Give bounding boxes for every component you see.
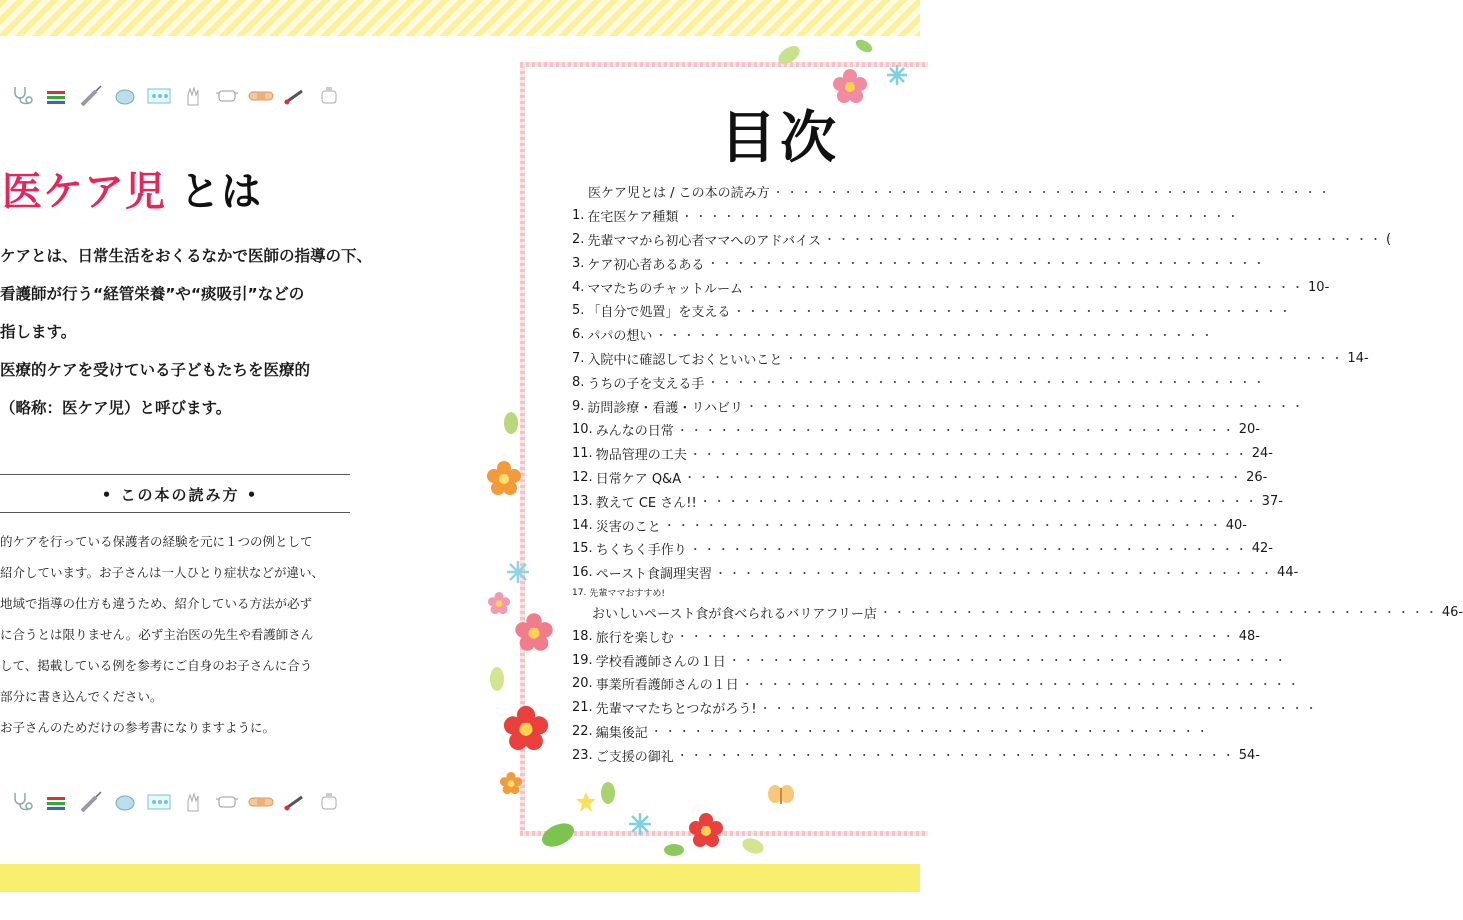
toc-entry[interactable] (572, 251, 1268, 275)
toc-entry-label: 旅行を楽しむ (595, 630, 674, 646)
toc-entry-page: 42- (1251, 541, 1273, 557)
toc-entry[interactable] (572, 585, 920, 601)
leaf-icon (774, 40, 804, 70)
leaf-icon (740, 834, 766, 858)
bandage-icon (248, 789, 274, 815)
ointment-icon (316, 83, 342, 109)
divider (0, 474, 350, 475)
toc-entry[interactable] (572, 513, 1247, 537)
pill-box-icon (146, 789, 172, 815)
toc-leader-dots: ・・・・・・・・・・・・・・・・・・・・・・・・・・・・・・・・・・・・・・・・ (728, 654, 1289, 668)
howto-heading: • この本の読み方 • (101, 486, 259, 504)
top-stripe (0, 0, 920, 36)
toc-entry[interactable] (572, 696, 1320, 720)
toc-entry[interactable] (572, 624, 1260, 648)
toc-leader-dots: ・・・・・・・・・・・・・・・・・・・・・・・・・・・・・・・・・・・・・・・・ (689, 447, 1250, 461)
toc-leader-dots: ・・・・・・・・・・・・・・・・・・・・・・・・・・・・・・・・・・・・・・・・ (759, 701, 1320, 715)
intro-line: 看護師が行う“経管栄養”や“痰吸引”などの (0, 285, 305, 303)
toc-entry[interactable] (572, 648, 1289, 672)
toc-leader-dots: ・・・・・・・・・・・・・・・・・・・・・・・・・・・・・・・・・・・・・・・・ (785, 352, 1346, 366)
toc-entry-page: 10- (1308, 279, 1330, 295)
toc-leader-dots: ・・・・・・・・・・・・・・・・・・・・・・・・・・・・・・・・・・・・・・・・ (707, 376, 1268, 390)
toc-entry-label: 入院中に確認しておくといいこと (587, 352, 783, 368)
toc-entry-label: おいしいペースト食が食べられるバリアフリー店 (592, 606, 877, 622)
toc-leader-dots: ・・・・・・・・・・・・・・・・・・・・・・・・・・・・・・・・・・・・・・・・ (689, 542, 1250, 556)
mask-icon (112, 789, 138, 815)
toc-entry[interactable] (572, 370, 1268, 394)
toc-entry-number: 17. (572, 587, 587, 598)
flower-icon (486, 590, 512, 616)
leaf-icon (538, 818, 578, 852)
toc-entry-number: 11. (572, 446, 593, 462)
howto-text (0, 532, 395, 749)
toc-entry-label: 訪問診療・看護・リハビリ (587, 400, 744, 416)
flower-icon (512, 610, 556, 654)
glove-icon (180, 789, 206, 815)
toc-entry[interactable] (572, 720, 1211, 744)
toc-entry[interactable] (572, 537, 1273, 561)
toc-leader-dots: ・・・・・・・・・・・・・・・・・・・・・・・・・・・・・・・・・・・・・・・・ (676, 423, 1237, 437)
toc-leader-dots: ・・・・・・・・・・・・・・・・・・・・・・・・・・・・・・・・・・・・・・・・ (746, 400, 1307, 414)
ointment-icon (316, 789, 342, 815)
toc-entry-label: ペースト食調理実習 (595, 567, 713, 583)
medical-icon-row-top (10, 80, 390, 112)
toc-entry-label: ママたちのチャットルーム (587, 281, 744, 297)
toc-entry-label: うちの子を支える手 (587, 376, 705, 392)
howto-line: 的ケアを行っている保護者の経験を元に１つの例として (0, 534, 313, 549)
pen-icon (44, 789, 70, 815)
toc-list (572, 180, 1463, 767)
title-rest: とは (180, 169, 262, 215)
toc-entry-label: 先輩ママたちとつながろう! (595, 702, 757, 718)
toc-entry-number: 12. (572, 469, 593, 485)
stethoscope-icon (10, 789, 36, 815)
leaf-icon (598, 780, 618, 806)
toc-entry[interactable] (572, 299, 1294, 323)
toc-title: 目次 (720, 106, 840, 171)
toc-leader-dots: ・・・・・・・・・・・・・・・・・・・・・・・・・・・・・・・・・・・・・・・・ (699, 495, 1260, 509)
face-mask-icon (214, 83, 240, 109)
toc-entry-page: 54- (1238, 747, 1260, 763)
toc-entry-label: 災害のこと (595, 519, 661, 535)
glove-icon (180, 83, 206, 109)
toc-entry-label: 事業所看護師さんの１日 (595, 678, 739, 694)
toc-leader-dots: ・・・・・・・・・・・・・・・・・・・・・・・・・・・・・・・・・・・・・・・・ (879, 606, 1440, 620)
toc-leader-dots: ・・・・・・・・・・・・・・・・・・・・・・・・・・・・・・・・・・・・・・・・ (663, 519, 1224, 533)
toc-entry[interactable] (572, 442, 1273, 466)
toc-entry[interactable] (572, 180, 1333, 204)
toc-entry-label: 先輩ママから初心者ママへのアドバイス (587, 233, 822, 249)
thermometer-icon (282, 789, 308, 815)
toc-entry-number: 22. (572, 723, 593, 739)
toc-entry[interactable] (572, 347, 1369, 371)
toc-leader-dots: ・・・・・・・・・・・・・・・・・・・・・・・・・・・・・・・・・・・・・・・・ (650, 725, 1211, 739)
toc-entry[interactable] (572, 323, 1216, 347)
toc-leader-dots: ・・・・・・・・・・・・・・・・・・・・・・・・・・・・・・・・・・・・・・・・ (772, 185, 1333, 199)
toc-leader-dots: ・・・・・・・・・・・・・・・・・・・・・・・・・・・・・・・・・・・・・・・・ (655, 328, 1216, 342)
toc-entry-label: パパの想い (587, 329, 653, 345)
medical-icon-row-bottom (10, 786, 390, 818)
toc-entry[interactable] (572, 672, 1302, 696)
toc-leader-dots: ・・・・・・・・・・・・・・・・・・・・・・・・・・・・・・・・・・・・・・・・ (681, 209, 1242, 223)
page-title (2, 160, 262, 217)
toc-entry-page: 46- (1441, 604, 1463, 620)
toc-leader-dots: ・・・・・・・・・・・・・・・・・・・・・・・・・・・・・・・・・・・・・・・・ (824, 233, 1385, 247)
toc-leader-dots: ・・・・・・・・・・・・・・・・・・・・・・・・・・・・・・・・・・・・・・・・ (684, 471, 1245, 485)
toc-leader-dots: ・・・・・・・・・・・・・・・・・・・・・・・・・・・・・・・・・・・・・・・・ (741, 677, 1302, 691)
toc-entry-page: 26- (1246, 469, 1268, 485)
toc-entry-page: 44- (1277, 565, 1299, 581)
snowflake-icon (506, 560, 530, 584)
bandage-icon (248, 83, 274, 109)
leaf-icon (500, 410, 522, 436)
toc-entry[interactable] (572, 228, 1392, 252)
toc-entry-label: 医ケア児とは / この本の読み方 (588, 186, 770, 202)
toc-entry[interactable] (572, 743, 1260, 767)
toc-entry-number: 15. (572, 541, 593, 557)
snowflake-icon (628, 812, 652, 836)
toc-entry-number: 3. (572, 255, 585, 271)
toc-entry-page: 14- (1347, 350, 1369, 366)
star-icon (574, 790, 598, 814)
flower-icon (686, 810, 726, 850)
divider (0, 512, 350, 513)
toc-entry-label: みんなの日常 (595, 424, 674, 440)
toc-entry[interactable] (572, 204, 1242, 228)
toc-entry-number: 19. (572, 652, 593, 668)
toc-entry-page: 48- (1238, 628, 1260, 644)
toc-entry-page: ( (1386, 231, 1392, 247)
toc-entry[interactable] (572, 466, 1268, 490)
title-highlight: 医ケア児 (2, 169, 166, 215)
toc-entry-number: 9. (572, 398, 585, 414)
toc-entry-number: 16. (572, 565, 593, 581)
toc-entry-number: 7. (572, 350, 585, 366)
toc-leader-dots: ・・・・・・・・・・・・・・・・・・・・・・・・・・・・・・・・・・・・・・・・ (746, 281, 1307, 295)
toc-entry-label: ちくちく手作り (595, 543, 687, 559)
howto-line: 紹介しています。お子さんは一人ひとり症状などが違い、 (0, 565, 325, 580)
toc-entry-label: 物品管理の工夫 (595, 448, 687, 464)
toc-entry[interactable] (572, 489, 1283, 513)
toc-entry-label: 教えて CE さん!! (595, 495, 697, 511)
toc-entry-number: 2. (572, 231, 585, 247)
howto-line: して、掲載している例を参考にご自身のお子さんに合う (0, 658, 313, 673)
toc-entry-page: 20- (1238, 422, 1260, 438)
leaf-icon (662, 840, 686, 860)
toc-entry-number: 8. (572, 374, 585, 390)
flower-icon (498, 770, 524, 796)
toc-entry-label: 「自分で処置」を支える (587, 305, 731, 321)
toc-entry-label: ご支援の御礼 (595, 749, 674, 765)
intro-line: ケアとは、日常生活をおくるなかで医師の指導の下、 (0, 247, 373, 265)
toc-leader-dots: ・・・・・・・・・・・・・・・・・・・・・・・・・・・・・・・・・・・・・・・・ (733, 304, 1294, 318)
flower-icon (830, 66, 870, 106)
intro-line: 指します。 (0, 323, 77, 341)
toc-entry[interactable] (572, 561, 1299, 585)
bottom-band (0, 864, 920, 892)
toc-entry-page: 40- (1225, 517, 1247, 533)
toc-entry-number: 10. (572, 422, 593, 438)
pen-icon (44, 83, 70, 109)
toc-entry-number: 21. (572, 700, 593, 716)
mask-icon (112, 83, 138, 109)
toc-entry-label: ケア初心者あるある (587, 257, 705, 273)
toc-entry[interactable] (572, 275, 1330, 299)
howto-line: お子さんのためだけの参考書になりますように。 (0, 720, 276, 735)
toc-leader-dots: ・・・・・・・・・・・・・・・・・・・・・・・・・・・・・・・・・・・・・・・・ (676, 630, 1237, 644)
toc-entry-label: 先輩ママおすすめ! (589, 589, 666, 600)
toc-entry[interactable] (572, 394, 1307, 418)
toc-leader-dots: ・・・・・・・・・・・・・・・・・・・・・・・・・・・・・・・・・・・・・・・・ (676, 749, 1237, 763)
toc-entry-number: 18. (572, 628, 593, 644)
toc-entry-label: 在宅医ケア種類 (587, 210, 679, 226)
toc-entry-number: 5. (572, 303, 585, 319)
flower-icon (500, 702, 552, 754)
pill-box-icon (146, 83, 172, 109)
stethoscope-icon (10, 83, 36, 109)
intro-line: 医療的ケアを受けている子どもたちを医療的 (0, 361, 311, 379)
toc-entry-number: 20. (572, 676, 593, 692)
butterfly-icon (766, 782, 796, 812)
toc-entry[interactable] (572, 418, 1260, 442)
toc-entry-label: 日常ケア Q&A (595, 471, 682, 487)
howto-line: 部分に書き込んでください。 (0, 689, 163, 704)
syringe-icon (78, 789, 104, 815)
syringe-icon (78, 83, 104, 109)
toc-entry-page: 37- (1261, 493, 1283, 509)
toc-entry-page: 24- (1251, 446, 1273, 462)
flower-icon (484, 458, 524, 498)
toc-leader-dots: ・・・・・・・・・・・・・・・・・・・・・・・・・・・・・・・・・・・・・・・・ (707, 257, 1268, 271)
leaf-icon (486, 664, 508, 694)
toc-entry-number: 14. (572, 517, 593, 533)
snowflake-icon (886, 64, 908, 86)
thermometer-icon (282, 83, 308, 109)
toc-entry-number: 4. (572, 279, 585, 295)
toc-entry-number: 13. (572, 493, 593, 509)
howto-line: 地域で指導の仕方も違うため、紹介している方法が必ず (0, 596, 313, 611)
toc-entry-number: 23. (572, 747, 593, 763)
toc-entry-number: 1. (572, 208, 585, 224)
howto-line: に合うとは限りません。必ず主治医の先生や看護師さん (0, 627, 314, 642)
leaf-icon (852, 34, 876, 58)
face-mask-icon (214, 789, 240, 815)
toc-entry[interactable] (572, 601, 1463, 625)
intro-line: （略称：医ケア児）と呼びます。 (0, 399, 232, 417)
toc-leader-dots: ・・・・・・・・・・・・・・・・・・・・・・・・・・・・・・・・・・・・・・・・ (715, 566, 1276, 580)
toc-entry-label: 編集後記 (595, 725, 648, 741)
toc-entry-label: 学校看護師さんの１日 (595, 654, 726, 670)
intro-text (0, 244, 395, 434)
toc-entry-number: 6. (572, 327, 585, 343)
